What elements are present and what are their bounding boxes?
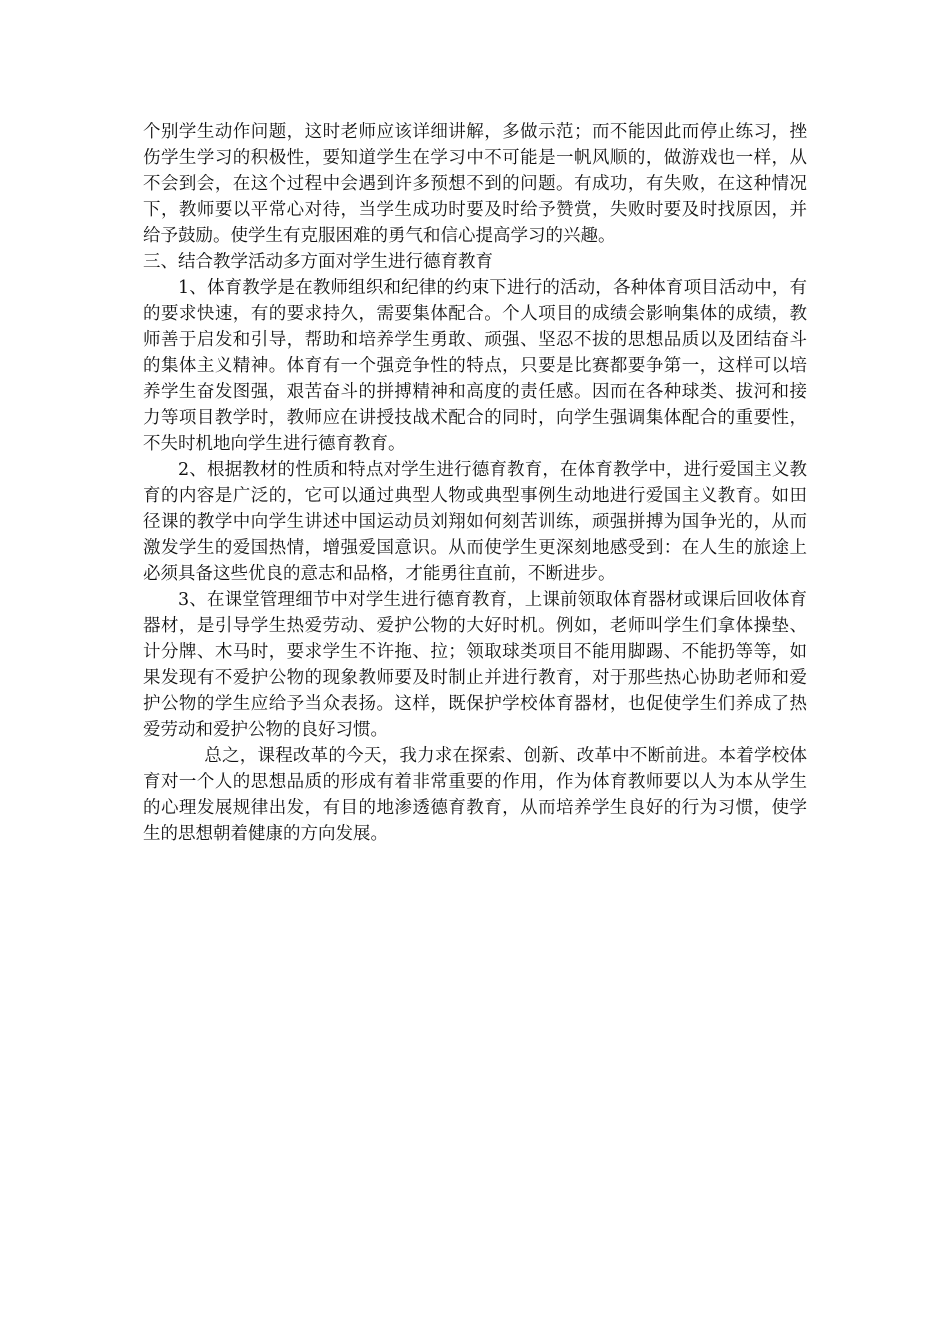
- paragraph-point-3: 3、在课堂管理细节中对学生进行德育教育，上课前领取体育器材或课后回收体育器材，是引导学生热爱劳动、爱护公物的大好时机。例如，老师叫学生们拿体操垫、计分牌、木马时，要求学生不许拖、拉；领取球类项目不能用脚踢、不能扔等等，如果发现有不爱护公物的现象教师要及时制止并进行教育，对于那些热心协助老师和爱护公物的学生应给予当众表扬。这样，既保护学校体育器材，也促使学生们养成了热爱劳动和爱护公物的良好习惯。: [143, 590, 807, 740]
- paragraph-conclusion: 总之，课程改革的今天，我力求在探索、创新、改革中不断前进。本着学校体育对一个人的思想品质的形成有着非常重要的作用，作为体育教师要以人为本从学生的心理发展规律出发，有目的地渗透德育教育，从而培养学生良好的行为习惯，使学生的思想朝着健康的方向发展。: [143, 746, 807, 844]
- section-heading: 三、结合教学活动多方面对学生进行德育教育: [143, 252, 493, 272]
- paragraph-point-2: 2、根据教材的性质和特点对学生进行德育教育，在体育教学中，进行爱国主义教育的内容是广泛的，它可以通过典型人物或典型事例生动地进行爱国主义教育。如田径课的教学中向学生讲述中国运动员刘翔如何刻苦训练，顽强拼搏为国争光的，从而激发学生的爱国热情，增强爱国意识。从而使学生更深刻地感受到：在人生的旅途上必须具备这些优良的意志和品格，才能勇往直前，不断进步。: [143, 460, 807, 584]
- document-body: [143, 119, 807, 847]
- paragraph-continuation: 个别学生动作问题，这时老师应该详细讲解，多做示范；而不能因此而停止练习，挫伤学生学习的积极性，要知道学生在学习中不可能是一帆风顺的，做游戏也一样，从不会到会，在这个过程中会遇到许多预想不到的问题。有成功，有失败，在这种情况下，教师要以平常心对待，当学生成功时要及时给予赞赏，失败时要及时找原因，并给予鼓励。使学生有克服困难的勇气和信心提高学习的兴趣。: [143, 122, 807, 246]
- paragraph-point-1: 1、体育教学是在教师组织和纪律的约束下进行的活动，各种体育项目活动中，有的要求快速，有的要求持久，需要集体配合。个人项目的成绩会影响集体的成绩，教师善于启发和引导，帮助和培养学生勇敢、顽强、坚忍不拔的思想品质以及团结奋斗的集体主义精神。体育有一个强竞争性的特点，只要是比赛都要争第一，这样可以培养学生奋发图强，艰苦奋斗的拼搏精神和高度的责任感。因而在各种球类、拔河和接力等项目教学时，教师应在讲授技战术配合的同时，向学生强调集体配合的重要性，不失时机地向学生进行德育教育。: [143, 278, 807, 454]
